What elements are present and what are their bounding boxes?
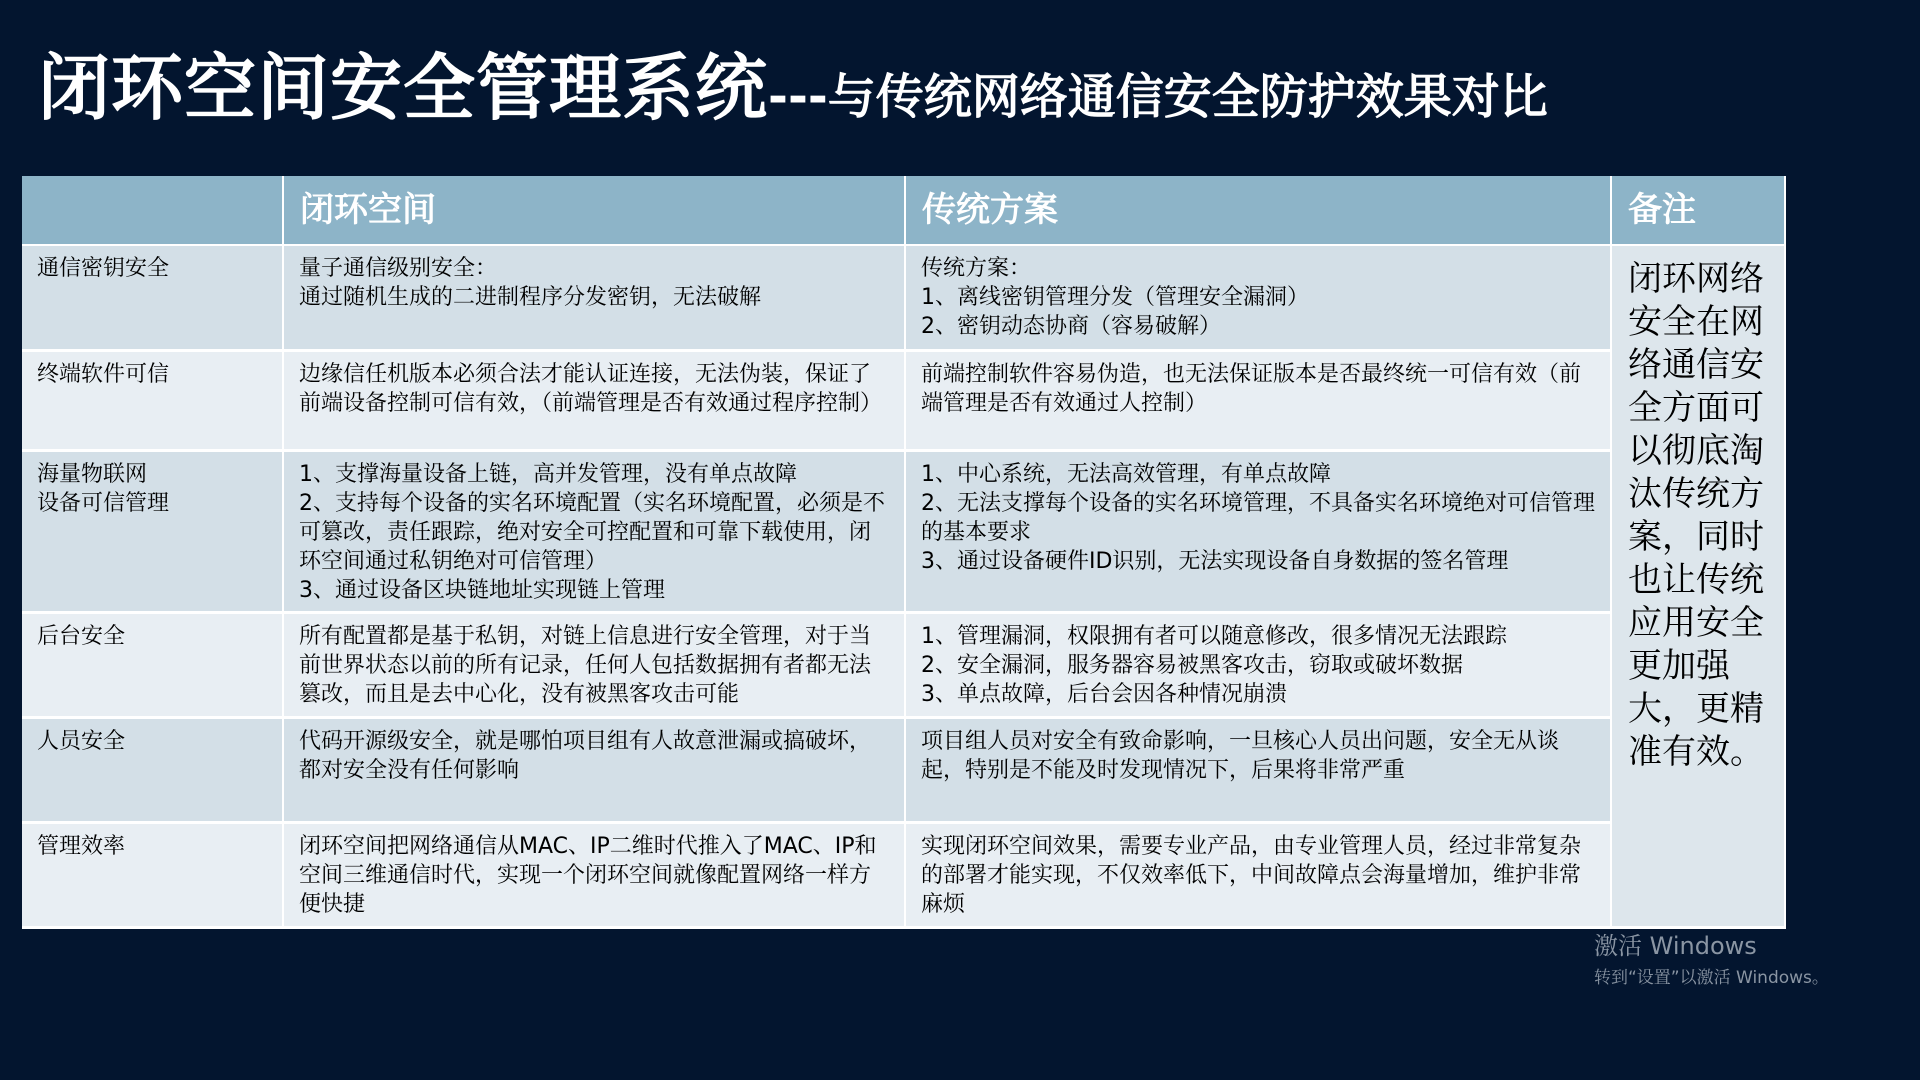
traditional-cell: 项目组人员对安全有致命影响，一旦核心人员出问题，安全无从谈起，特别是不能及时发现情况下，后果将非常严重 [905,717,1611,822]
row-item-cell: 海量物联网 设备可信管理 [22,450,283,612]
note-cell: 闭环网络安全在网络通信安全方面可以彻底淘汰传统方案，同时也让传统应用安全更加强大，更精准有效。 [1611,245,1785,927]
closed-loop-cell: 量子通信级别安全： 通过随机生成的二进制程序分发密钥，无法破解 [283,245,905,350]
title-subtitle: ---与传统网络通信安全防护效果对比 [768,69,1548,125]
table-row [22,350,1785,450]
title-main: 闭环空间安全管理系统 [38,46,769,130]
closed-loop-cell: 闭环空间把网络通信从MAC、IP二维时代推入了MAC、IP和空间三维通信时代，实现一个闭环空间就像配置网络一样方便快捷 [283,822,905,927]
windows-activation-watermark [1594,926,1829,988]
table-row [22,450,1785,612]
watermark-subtitle: 转到“设置”以激活 Windows。 [1594,968,1829,988]
header-traditional: 传统方案 [905,176,1611,245]
row-item-cell: 管理效率 [22,822,283,927]
comparison-table [22,176,1786,929]
traditional-cell: 实现闭环空间效果，需要专业产品，由专业管理人员，经过非常复杂的部署才能实现，不仅效率低下，中间故障点会海量增加，维护非常麻烦 [905,822,1611,927]
closed-loop-cell: 所有配置都是基于私钥，对链上信息进行安全管理，对于当前世界状态以前的所有记录，任何人包括数据拥有者都无法篡改，而且是去中心化，没有被黑客攻击可能 [283,612,905,717]
row-item-cell: 后台安全 [22,612,283,717]
closed-loop-cell: 代码开源级安全，就是哪怕项目组有人故意泄漏或搞破坏，都对安全没有任何影响 [283,717,905,822]
table-row [22,245,1785,350]
traditional-cell: 前端控制软件容易伪造，也无法保证版本是否最终统一可信有效（前端管理是否有效通过人控制） [905,350,1611,450]
traditional-cell: 1、中心系统，无法高效管理，有单点故障 2、无法支撑每个设备的实名环境管理，不具备实名环境绝对可信管理的基本要求 3、通过设备硬件ID识别，无法实现设备自身数据的签名管理 [905,450,1611,612]
row-item-cell: 人员安全 [22,717,283,822]
traditional-cell: 传统方案： 1、离线密钥管理分发（管理安全漏洞） 2、密钥动态协商（容易破解） [905,245,1611,350]
table-row [22,612,1785,717]
table-row [22,717,1785,822]
closed-loop-cell: 边缘信任机版本必须合法才能认证连接，无法伪装，保证了前端设备控制可信有效，（前端管理是否有效通过程序控制） [283,350,905,450]
header-note: 备注 [1611,176,1785,245]
header-closed-loop: 闭环空间 [283,176,905,245]
slide-title [38,30,1548,134]
traditional-cell: 1、管理漏洞，权限拥有者可以随意修改，很多情况无法跟踪 2、安全漏洞，服务器容易被黑客攻击，窃取或破坏数据 3、单点故障，后台会因各种情况崩溃 [905,612,1611,717]
table-header-row [22,176,1785,245]
row-item-cell: 通信密钥安全 [22,245,283,350]
closed-loop-cell: 1、支撑海量设备上链，高并发管理，没有单点故障 2、支持每个设备的实名环境配置（实名环境配置，必须是不可篡改，责任跟踪，绝对安全可控配置和可靠下载使用，闭环空间通过私钥绝对可信管理） 3、通过设备区块链地址实现链上管理 [283,450,905,612]
watermark-title: 激活 Windows [1594,932,1757,960]
table-row [22,822,1785,927]
header-item [22,176,283,245]
row-item-cell: 终端软件可信 [22,350,283,450]
